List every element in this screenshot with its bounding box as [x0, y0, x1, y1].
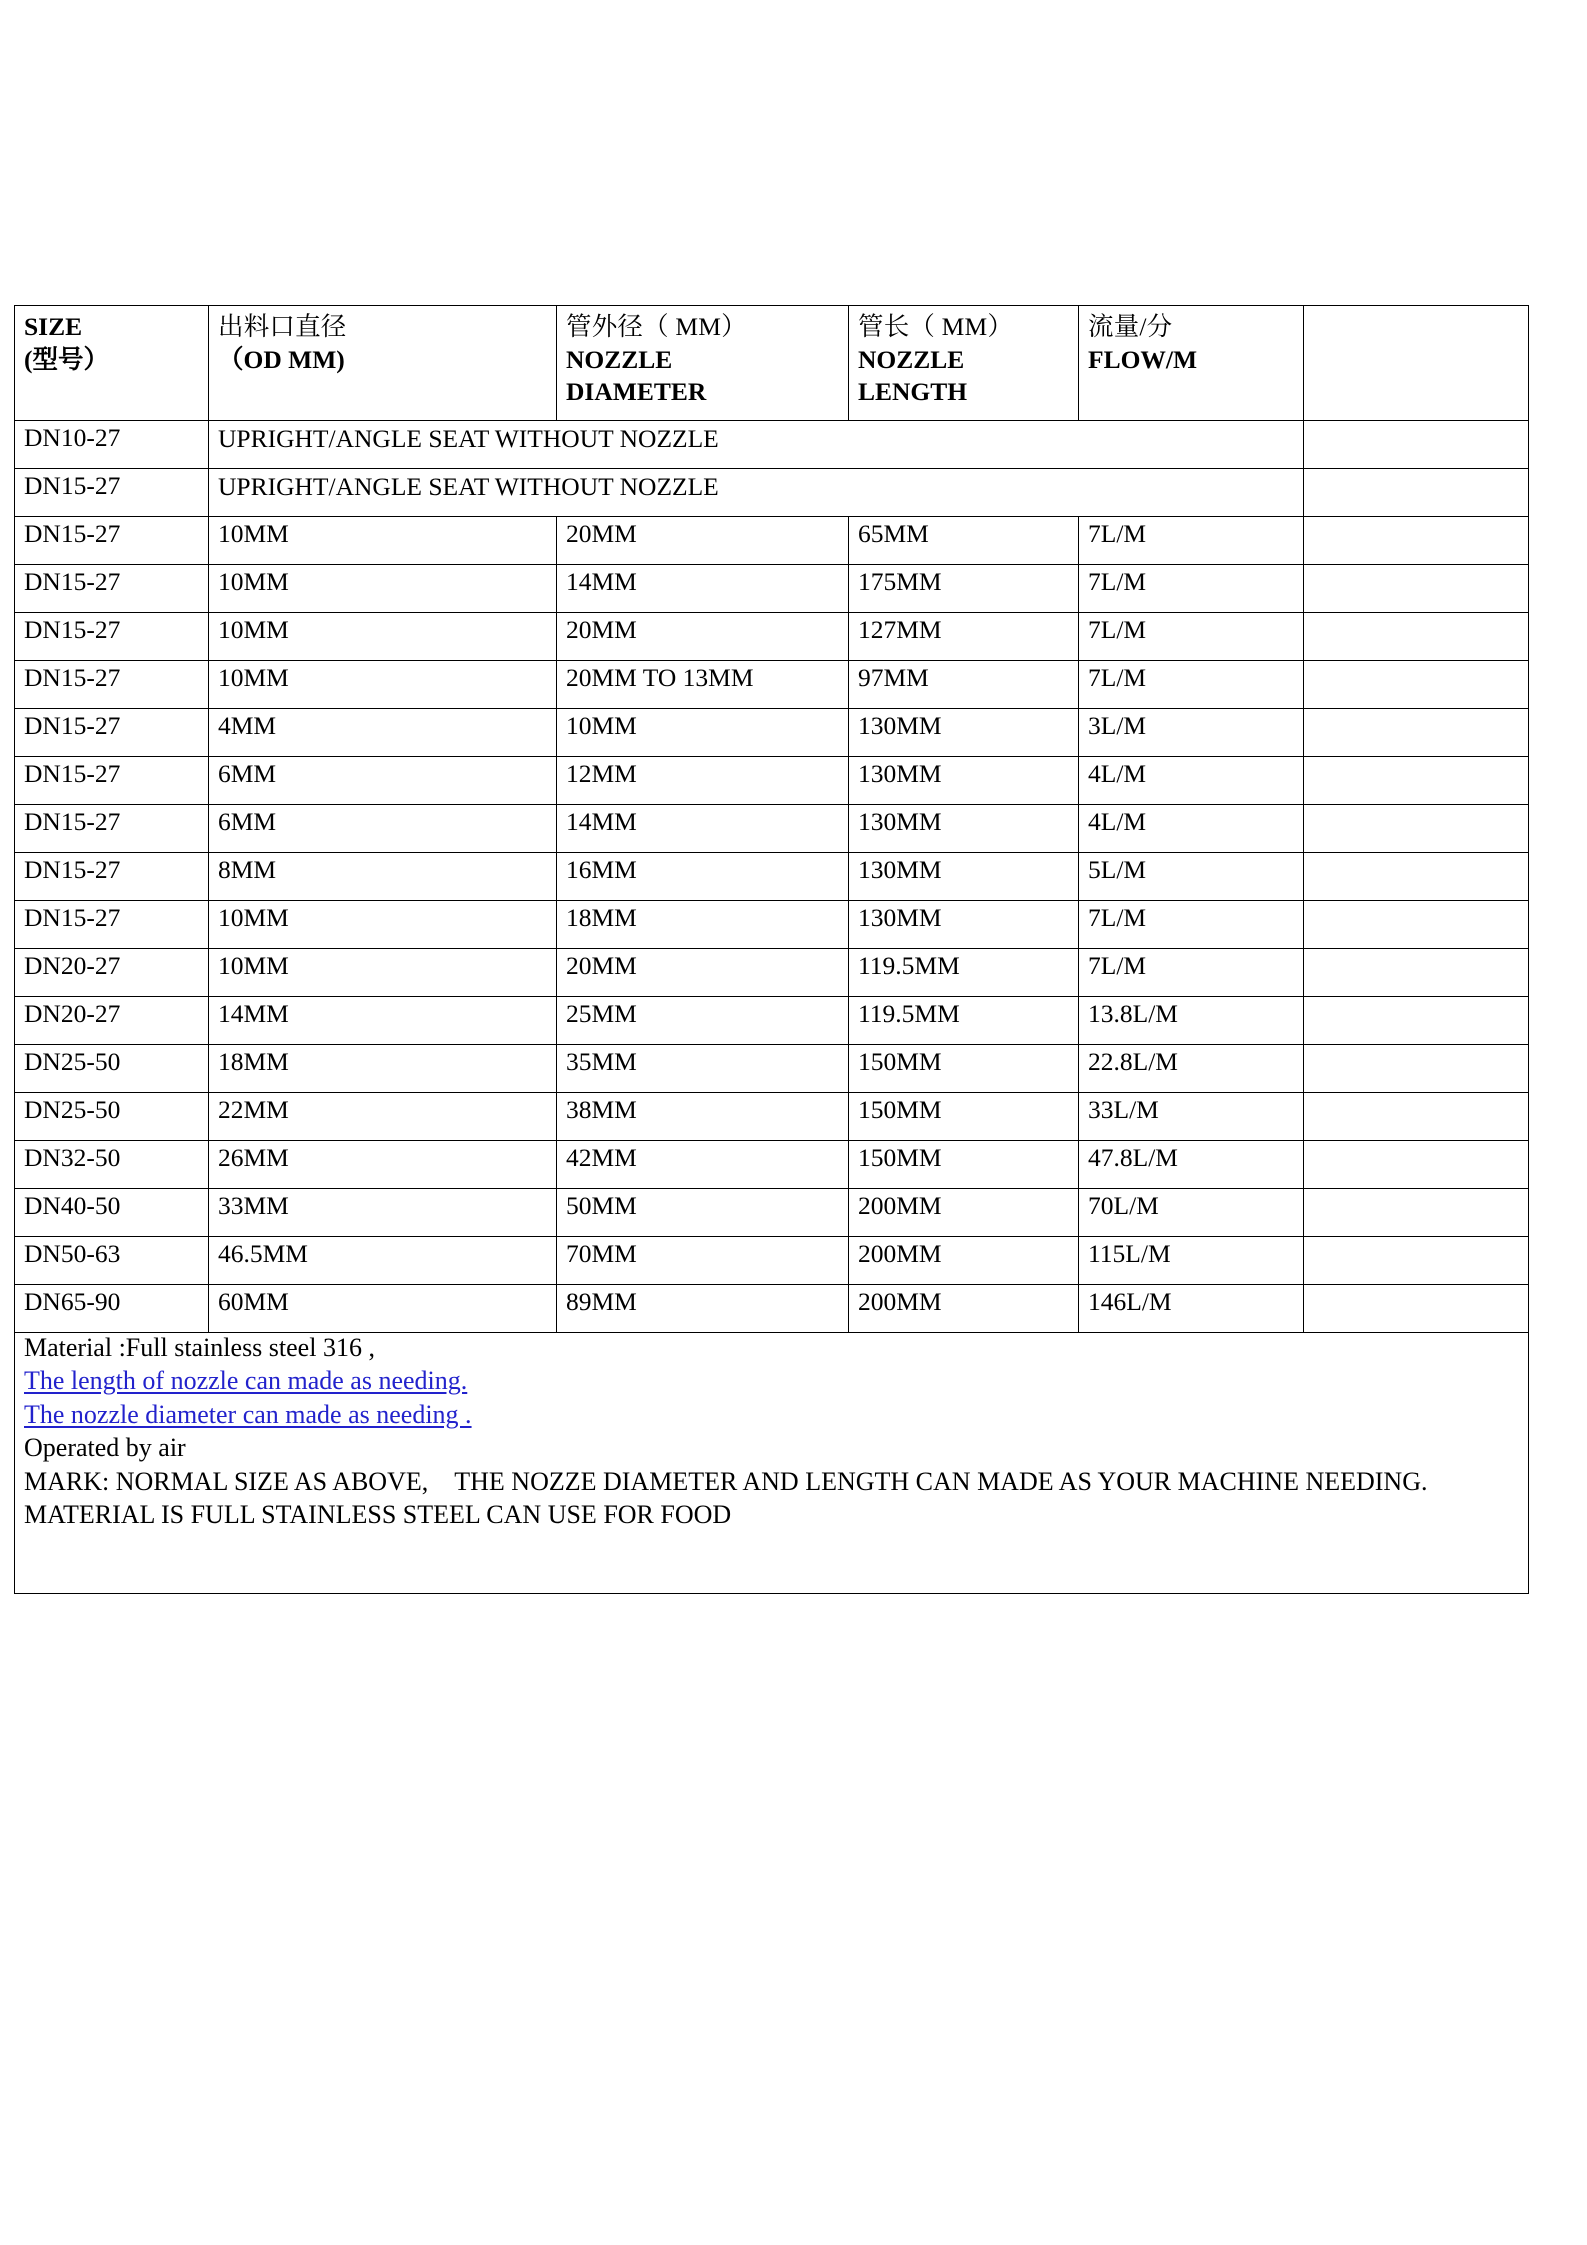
- cell-nozzle-length: 119.5MM: [849, 997, 1079, 1045]
- cell-outlet-diameter: 10MM: [209, 949, 557, 997]
- cell-size: DN40-50: [15, 1189, 209, 1237]
- cell-nozzle-diameter: 50MM: [557, 1189, 849, 1237]
- cell-nozzle-diameter: 35MM: [557, 1045, 849, 1093]
- cell-flow: 3L/M: [1079, 709, 1304, 757]
- cell-outlet-diameter: 10MM: [209, 613, 557, 661]
- header-flow-en: FLOW/M: [1088, 344, 1198, 374]
- header-nozzle-diameter-en2: DIAMETER: [566, 377, 707, 406]
- cell-note: UPRIGHT/ANGLE SEAT WITHOUT NOZZLE: [209, 421, 1304, 469]
- cell-nozzle-length: 130MM: [849, 709, 1079, 757]
- table-footer-row: [15, 1333, 1529, 1594]
- cell-nozzle-length: 150MM: [849, 1045, 1079, 1093]
- header-cell-nozzle-diameter: [557, 306, 849, 421]
- cell-empty: [1304, 709, 1529, 757]
- cell-size: DN15-27: [15, 805, 209, 853]
- header-cell-size: [15, 306, 209, 421]
- footer-link-length[interactable]: The length of nozzle can made as needing.: [24, 1366, 468, 1396]
- cell-outlet-diameter: 18MM: [209, 1045, 557, 1093]
- cell-outlet-diameter: 26MM: [209, 1141, 557, 1189]
- table-row: [15, 1285, 1529, 1333]
- cell-nozzle-length: 97MM: [849, 661, 1079, 709]
- cell-nozzle-diameter: 10MM: [557, 709, 849, 757]
- cell-flow: 4L/M: [1079, 805, 1304, 853]
- cell-outlet-diameter: 10MM: [209, 901, 557, 949]
- cell-flow: 146L/M: [1079, 1285, 1304, 1333]
- cell-outlet-diameter: 60MM: [209, 1285, 557, 1333]
- table-row: [15, 805, 1529, 853]
- table-row: [15, 1141, 1529, 1189]
- table-row: [15, 421, 1529, 469]
- cell-empty: [1304, 1141, 1529, 1189]
- cell-empty: [1304, 469, 1529, 517]
- header-cell-nozzle-length: [849, 306, 1079, 421]
- cell-empty: [1304, 565, 1529, 613]
- footer-operated-by-air: Operated by air: [24, 1433, 186, 1463]
- header-nozzle-diameter-en1: NOZZLE: [566, 344, 673, 374]
- cell-size: DN15-27: [15, 853, 209, 901]
- cell-size: DN32-50: [15, 1141, 209, 1189]
- cell-size: DN10-27: [15, 421, 209, 469]
- header-size-cn: (型号）: [24, 344, 109, 374]
- cell-nozzle-diameter: 89MM: [557, 1285, 849, 1333]
- table-header-row: [15, 306, 1529, 421]
- cell-nozzle-length: 130MM: [849, 757, 1079, 805]
- cell-size: DN15-27: [15, 565, 209, 613]
- cell-nozzle-diameter: 14MM: [557, 805, 849, 853]
- cell-outlet-diameter: 6MM: [209, 805, 557, 853]
- cell-nozzle-diameter: 20MM TO 13MM: [557, 661, 849, 709]
- cell-nozzle-length: 127MM: [849, 613, 1079, 661]
- table-row: [15, 709, 1529, 757]
- cell-nozzle-diameter: 20MM: [557, 613, 849, 661]
- cell-nozzle-length: 150MM: [849, 1141, 1079, 1189]
- footer-material-food: MATERIAL IS FULL STAINLESS STEEL CAN USE FOR FOOD: [24, 1499, 732, 1529]
- header-cell-outlet-diameter: [209, 306, 557, 421]
- cell-flow: 13.8L/M: [1079, 997, 1304, 1045]
- header-cell-empty: [1304, 306, 1529, 421]
- cell-empty: [1304, 661, 1529, 709]
- cell-empty: [1304, 1285, 1529, 1333]
- cell-outlet-diameter: 46.5MM: [209, 1237, 557, 1285]
- cell-flow: 47.8L/M: [1079, 1141, 1304, 1189]
- cell-nozzle-length: 150MM: [849, 1093, 1079, 1141]
- cell-outlet-diameter: 22MM: [209, 1093, 557, 1141]
- table-row: [15, 853, 1529, 901]
- footer-link-diameter[interactable]: The nozzle diameter can made as needing .: [24, 1399, 472, 1429]
- cell-nozzle-diameter: 20MM: [557, 949, 849, 997]
- cell-size: DN15-27: [15, 469, 209, 517]
- cell-flow: 7L/M: [1079, 661, 1304, 709]
- cell-empty: [1304, 517, 1529, 565]
- nozzle-spec-table: [14, 305, 1529, 1594]
- cell-nozzle-diameter: 16MM: [557, 853, 849, 901]
- footer-mark-part2: THE NOZZE DIAMETER AND LENGTH CAN MADE AS YOUR MACHINE NEEDING.: [454, 1466, 1428, 1496]
- cell-empty: [1304, 757, 1529, 805]
- cell-size: DN25-50: [15, 1045, 209, 1093]
- cell-size: DN20-27: [15, 997, 209, 1045]
- cell-nozzle-length: 130MM: [849, 901, 1079, 949]
- cell-flow: 7L/M: [1079, 517, 1304, 565]
- cell-size: DN15-27: [15, 709, 209, 757]
- table-row: [15, 901, 1529, 949]
- header-nozzle-length-cn: 管长（ MM）: [858, 312, 1014, 341]
- cell-note: UPRIGHT/ANGLE SEAT WITHOUT NOZZLE: [209, 469, 1304, 517]
- cell-nozzle-diameter: 14MM: [557, 565, 849, 613]
- cell-nozzle-diameter: 38MM: [557, 1093, 849, 1141]
- header-od-cn: 出料口直径: [218, 312, 347, 341]
- spec-sheet-page: [14, 305, 1528, 1594]
- cell-nozzle-diameter: 20MM: [557, 517, 849, 565]
- cell-size: DN15-27: [15, 517, 209, 565]
- footer-mark-paragraph: [24, 1467, 1528, 1496]
- cell-empty: [1304, 613, 1529, 661]
- cell-flow: 22.8L/M: [1079, 1045, 1304, 1093]
- cell-size: DN20-27: [15, 949, 209, 997]
- cell-flow: 33L/M: [1079, 1093, 1304, 1141]
- cell-empty: [1304, 1093, 1529, 1141]
- cell-nozzle-length: 200MM: [849, 1285, 1079, 1333]
- cell-empty: [1304, 853, 1529, 901]
- cell-size: DN15-27: [15, 661, 209, 709]
- cell-outlet-diameter: 10MM: [209, 517, 557, 565]
- table-row: [15, 757, 1529, 805]
- table-row: [15, 1237, 1529, 1285]
- cell-size: DN15-27: [15, 757, 209, 805]
- cell-size: DN15-27: [15, 901, 209, 949]
- footer-material: Material :Full stainless steel 316 ,: [24, 1333, 375, 1362]
- cell-outlet-diameter: 4MM: [209, 709, 557, 757]
- header-nozzle-length-en2: LENGTH: [858, 377, 968, 406]
- cell-outlet-diameter: 33MM: [209, 1189, 557, 1237]
- footer-mark-part1: MARK: NORMAL SIZE AS ABOVE,: [24, 1466, 429, 1496]
- header-nozzle-diameter-cn: 管外径（ MM）: [566, 312, 747, 341]
- cell-empty: [1304, 1189, 1529, 1237]
- cell-outlet-diameter: 10MM: [209, 565, 557, 613]
- cell-empty: [1304, 997, 1529, 1045]
- table-row: [15, 517, 1529, 565]
- cell-flow: 7L/M: [1079, 613, 1304, 661]
- table-row: [15, 997, 1529, 1045]
- cell-size: DN25-50: [15, 1093, 209, 1141]
- cell-flow: 7L/M: [1079, 565, 1304, 613]
- cell-outlet-diameter: 10MM: [209, 661, 557, 709]
- cell-nozzle-length: 175MM: [849, 565, 1079, 613]
- cell-outlet-diameter: 6MM: [209, 757, 557, 805]
- header-flow-cn: 流量/分: [1088, 312, 1173, 341]
- cell-flow: 7L/M: [1079, 949, 1304, 997]
- cell-nozzle-length: 200MM: [849, 1237, 1079, 1285]
- footer-notes: [15, 1333, 1529, 1594]
- cell-nozzle-length: 130MM: [849, 805, 1079, 853]
- table-row: [15, 1093, 1529, 1141]
- cell-nozzle-length: 65MM: [849, 517, 1079, 565]
- cell-nozzle-diameter: 42MM: [557, 1141, 849, 1189]
- cell-nozzle-diameter: 25MM: [557, 997, 849, 1045]
- cell-outlet-diameter: 8MM: [209, 853, 557, 901]
- table-row: [15, 949, 1529, 997]
- cell-flow: 70L/M: [1079, 1189, 1304, 1237]
- cell-empty: [1304, 805, 1529, 853]
- cell-flow: 4L/M: [1079, 757, 1304, 805]
- cell-nozzle-length: 200MM: [849, 1189, 1079, 1237]
- table-row: [15, 469, 1529, 517]
- cell-nozzle-diameter: 18MM: [557, 901, 849, 949]
- cell-nozzle-diameter: 12MM: [557, 757, 849, 805]
- cell-outlet-diameter: 14MM: [209, 997, 557, 1045]
- cell-nozzle-length: 119.5MM: [849, 949, 1079, 997]
- cell-empty: [1304, 1237, 1529, 1285]
- cell-size: DN65-90: [15, 1285, 209, 1333]
- cell-nozzle-diameter: 70MM: [557, 1237, 849, 1285]
- cell-flow: 7L/M: [1079, 901, 1304, 949]
- cell-size: DN50-63: [15, 1237, 209, 1285]
- cell-empty: [1304, 949, 1529, 997]
- cell-empty: [1304, 1045, 1529, 1093]
- cell-empty: [1304, 421, 1529, 469]
- table-row: [15, 613, 1529, 661]
- table-row: [15, 1189, 1529, 1237]
- cell-size: DN15-27: [15, 613, 209, 661]
- table-row: [15, 565, 1529, 613]
- table-row: [15, 661, 1529, 709]
- table-row: [15, 1045, 1529, 1093]
- header-cell-flow: [1079, 306, 1304, 421]
- cell-empty: [1304, 901, 1529, 949]
- header-nozzle-length-en1: NOZZLE: [858, 344, 965, 374]
- header-size-en: SIZE: [24, 312, 83, 341]
- cell-flow: 115L/M: [1079, 1237, 1304, 1285]
- cell-flow: 5L/M: [1079, 853, 1304, 901]
- cell-nozzle-length: 130MM: [849, 853, 1079, 901]
- header-od-en: （OD MM): [218, 344, 345, 374]
